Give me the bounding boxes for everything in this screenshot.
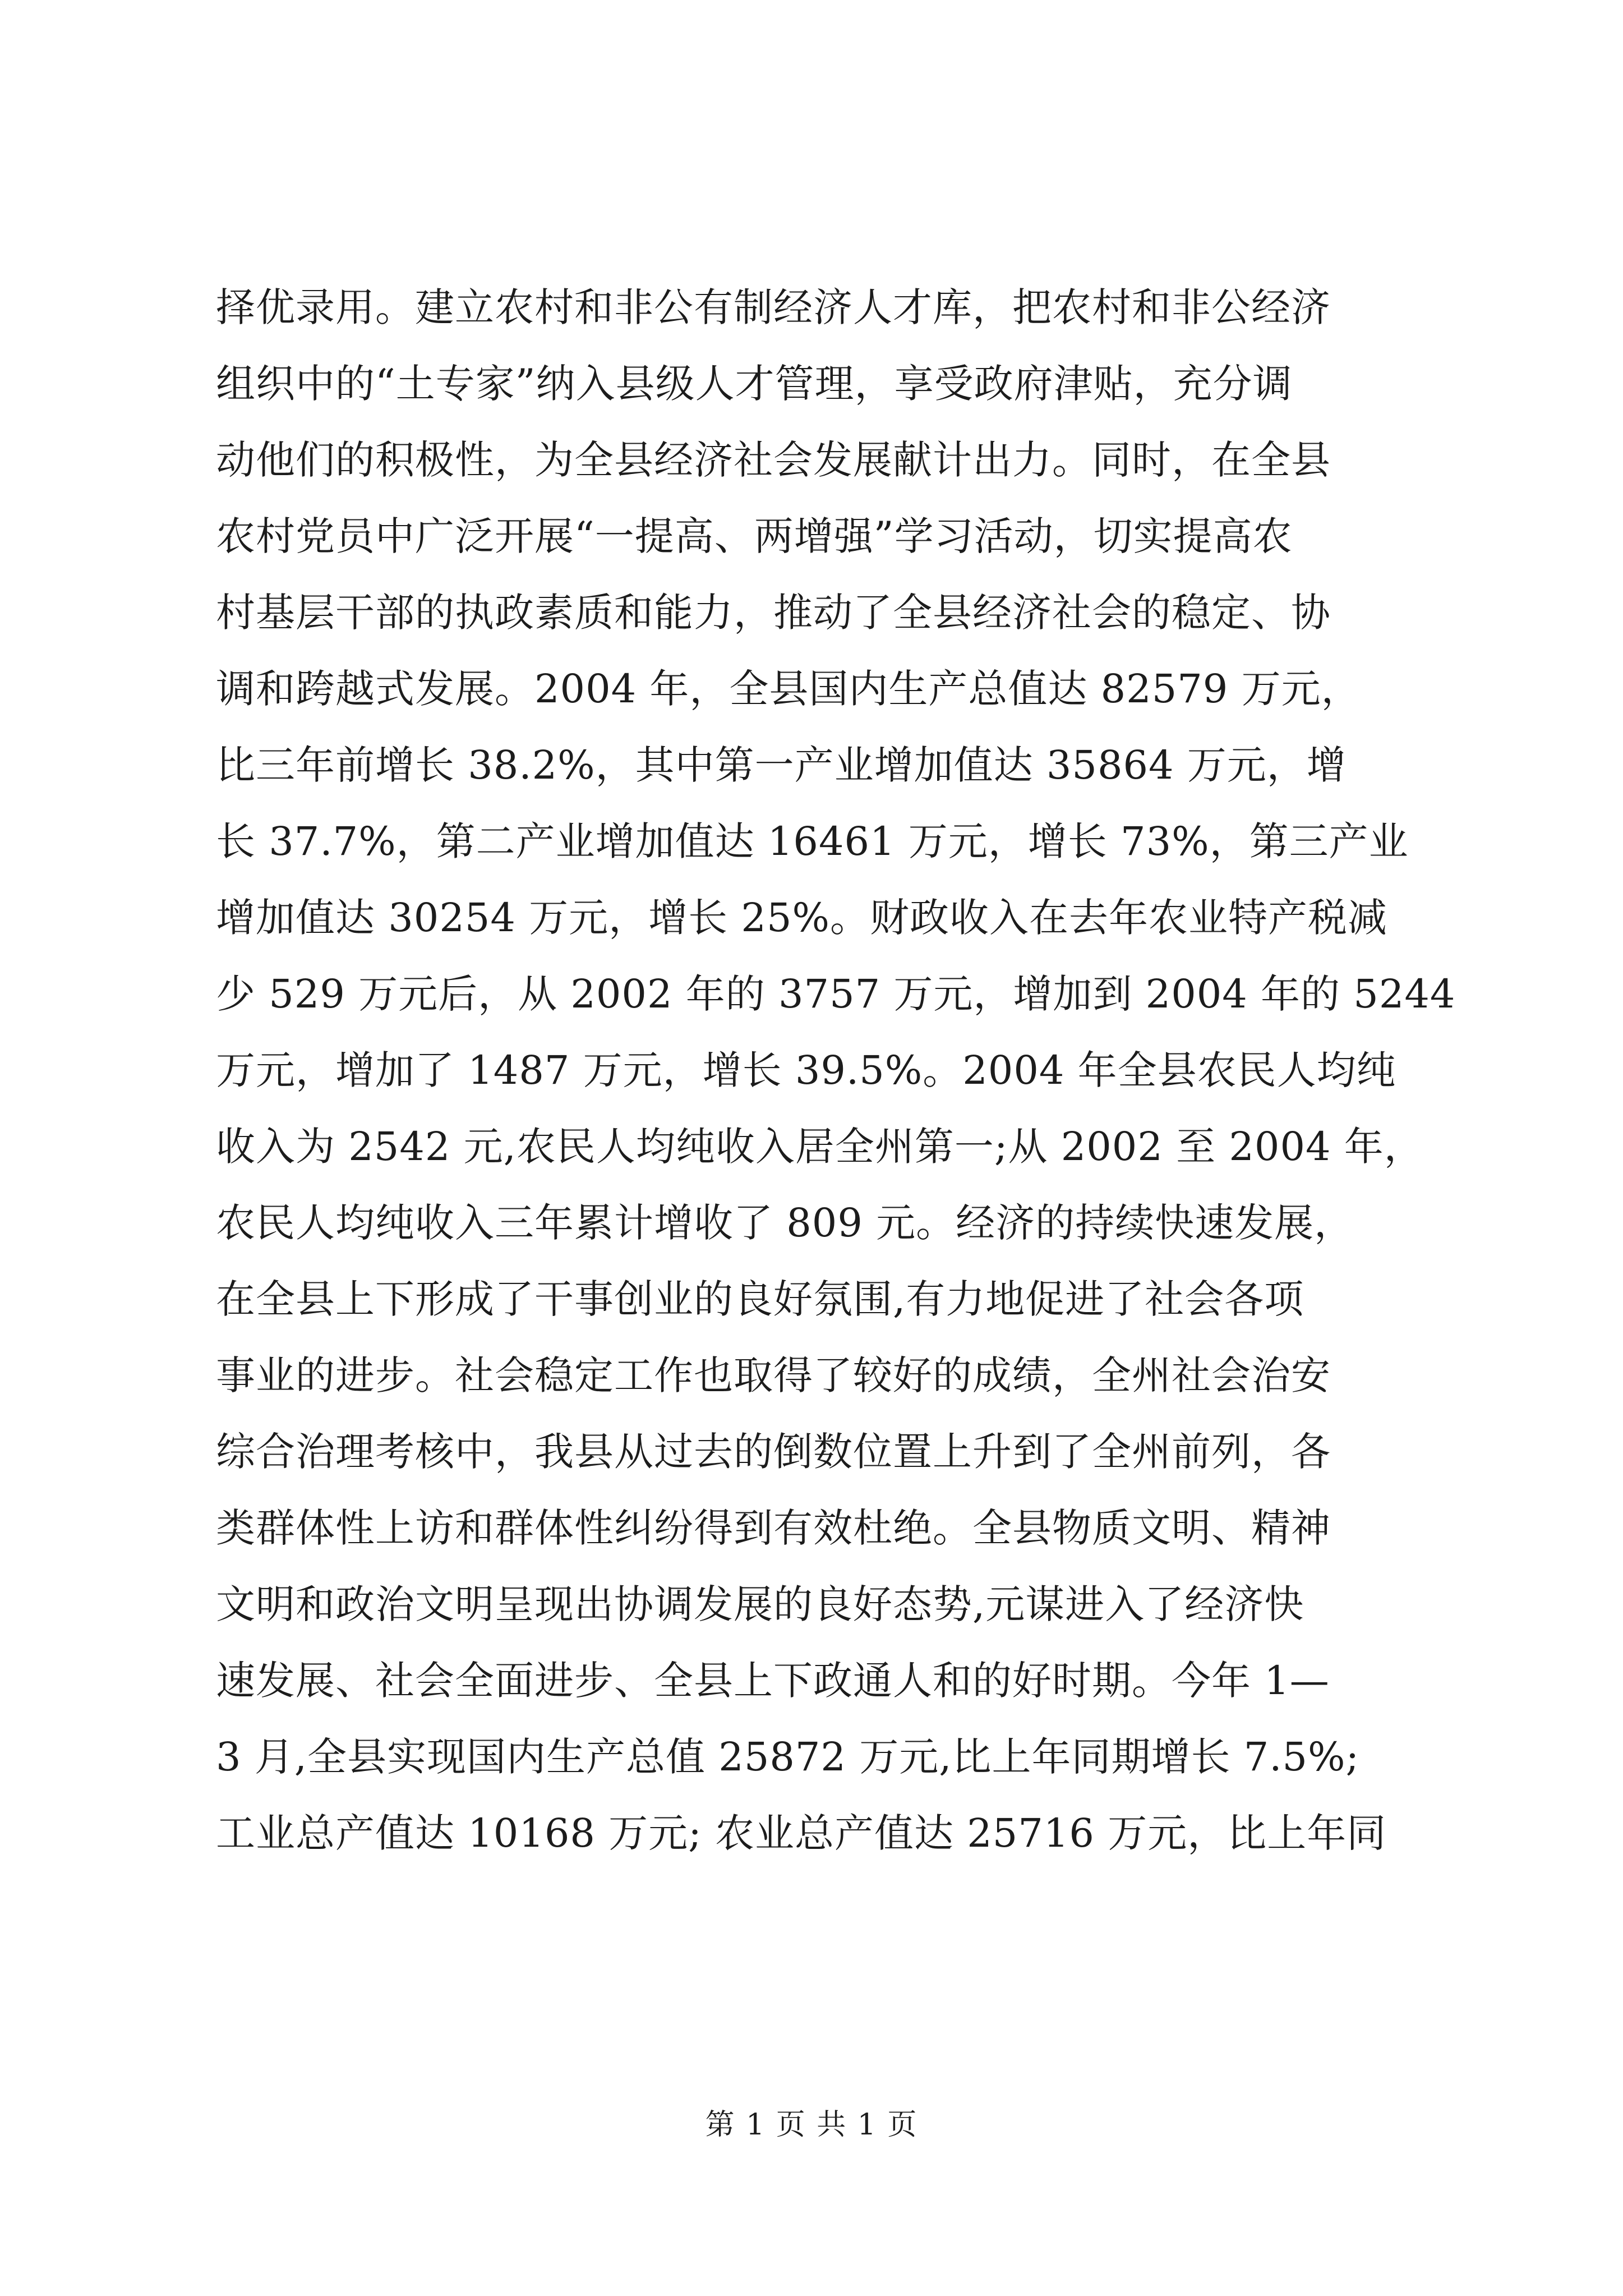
text-line: 工业总产值达 10168 万元; 农业总产值达 25716 万元，比上年同 bbox=[216, 1810, 1387, 1856]
text-line: 在全县上下形成了干事创业的良好氛围,有力地促进了社会各项 bbox=[216, 1276, 1304, 1322]
text-line: 农村党员中广泛开展“一提高、两增强”学习活动，切实提高农 bbox=[216, 513, 1293, 559]
page-number-label: 第 1 页 共 1 页 bbox=[705, 2108, 918, 2142]
text-line: 增加值达 30254 万元，增长 25%。财政收入在去年农业特产税减 bbox=[216, 895, 1388, 941]
text-line: 文明和政治文明呈现出协调发展的良好态势,元谋进入了经济快 bbox=[216, 1581, 1304, 1627]
text-line: 速发展、社会全面进步、全县上下政通人和的好时期。今年 1— bbox=[216, 1658, 1330, 1704]
text-line: 择优录用。建立农村和非公有制经济人才库，把农村和非公经济 bbox=[216, 284, 1331, 330]
page-footer bbox=[0, 2101, 1623, 2143]
text-line: 农民人均纯收入三年累计增收了 809 元。经济的持续快速发展， bbox=[216, 1200, 1354, 1246]
text-line: 长 37.7%，第二产业增加值达 16461 万元，增长 73%，第三产业 bbox=[216, 818, 1409, 864]
body-text bbox=[216, 269, 1456, 1871]
text-line: 万元，增加了 1487 万元，增长 39.5%。2004 年全县农民人均纯 bbox=[216, 1047, 1396, 1093]
text-line: 比三年前增长 38.2%，其中第一产业增加值达 35864 万元，增 bbox=[216, 742, 1347, 788]
text-line: 类群体性上访和群体性纠纷得到有效杜绝。全县物质文明、精神 bbox=[216, 1505, 1331, 1551]
text-line: 少 529 万元后，从 2002 年的 3757 万元，增加到 2004 年的 5244 bbox=[216, 971, 1456, 1017]
text-line: 动他们的积极性，为全县经济社会发展献计出力。同时，在全县 bbox=[216, 437, 1331, 483]
text-line: 收入为 2542 元,农民人均纯收入居全州第一;从 2002 至 2004 年， bbox=[216, 1124, 1424, 1170]
text-line: 组织中的“土专家”纳入县级人才管理，享受政府津贴，充分调 bbox=[216, 361, 1293, 407]
text-line: 3 月,全县实现国内生产总值 25872 万元,比上年同期增长 7.5%; bbox=[216, 1734, 1360, 1780]
text-line: 调和跨越式发展。2004 年，全县国内生产总值达 82579 万元， bbox=[216, 666, 1361, 712]
text-line: 村基层干部的执政素质和能力，推动了全县经济社会的稳定、协 bbox=[216, 590, 1331, 636]
text-line: 综合治理考核中，我县从过去的倒数位置上升到了全州前列，各 bbox=[216, 1429, 1331, 1475]
text-line: 事业的进步。社会稳定工作也取得了较好的成绩，全州社会治安 bbox=[216, 1352, 1331, 1398]
